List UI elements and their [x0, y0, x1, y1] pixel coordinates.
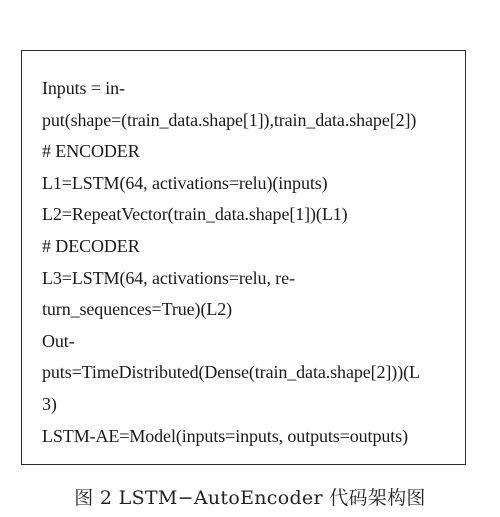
code-line: L1=LSTM(64, activations=relu)(inputs) — [42, 172, 328, 193]
code-line: LSTM-AE=Model(inputs=inputs, outputs=outputs) — [42, 425, 408, 446]
code-line: L3=LSTM(64, activations=relu, re- — [42, 267, 295, 288]
code-line: # DECODER — [42, 235, 140, 256]
code-line: Out- — [42, 330, 75, 351]
code-lines — [42, 73, 457, 452]
code-line: Inputs = in- — [42, 78, 125, 98]
code-line: turn_sequences=True)(L2) — [42, 299, 233, 320]
code-line: puts=TimeDistributed(Dense(train_data.shape[2]))(L — [42, 362, 420, 383]
code-line: 3) — [42, 393, 57, 414]
code-line: put(shape=(train_data.shape[1]),train_data.shape[2]) — [42, 109, 417, 130]
code-listing-box — [21, 50, 466, 465]
code-line: L2=RepeatVector(train_data.shape[1])(L1) — [42, 204, 348, 225]
code-line: # ENCODER — [42, 141, 140, 162]
figure-caption: 图 2 LSTM−AutoEncoder 代码架构图 — [74, 487, 426, 509]
